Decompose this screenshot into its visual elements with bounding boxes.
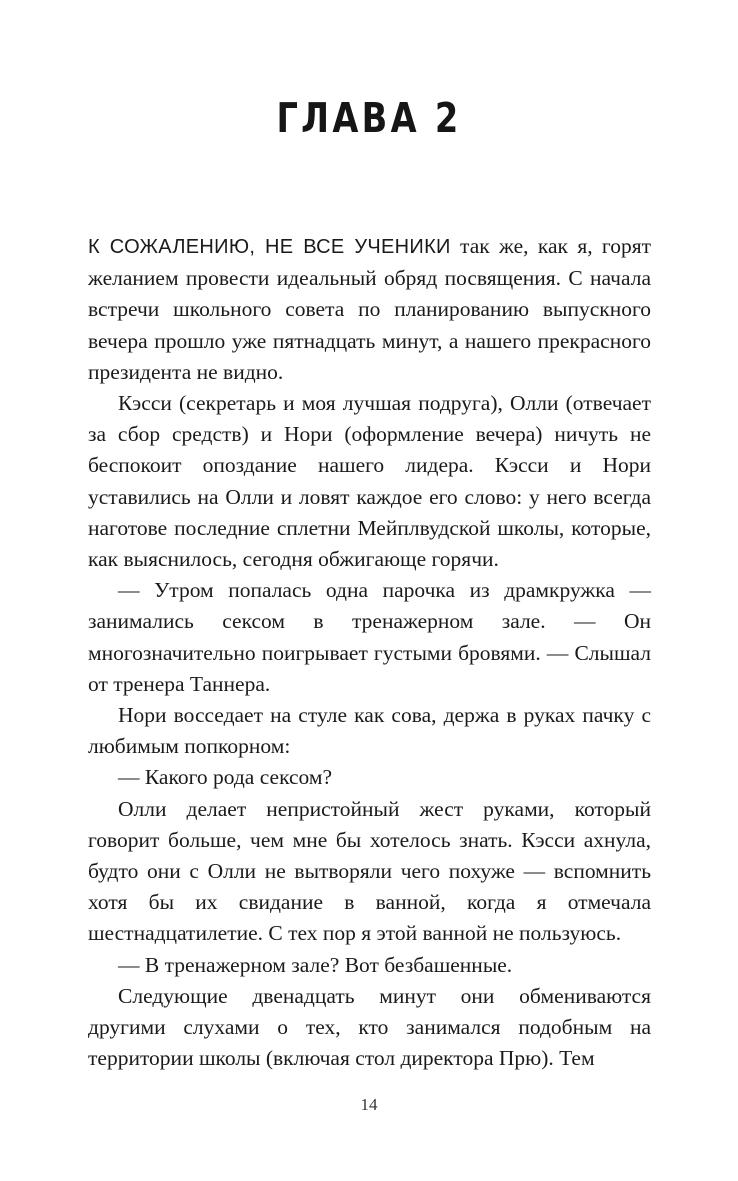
chapter-title: ГЛАВА 2 <box>276 94 462 142</box>
paragraph-1-text: так же, как я, горят желанием провести идеальный обряд посвящения. С начала встречи школьного совета по планированию выпускного вечера прошло уже пятнадцать минут, а нашего прекрасного президента не видно. <box>88 234 651 384</box>
paragraph-3: — Утром попалась одна парочка из драмкружка — занимались сексом в тренажерном зале. — Он многозначительно поигрывает густыми бровями. — Слышал от тренера Таннера. <box>88 578 651 696</box>
lead-in-caps: К СОЖАЛЕНИЮ, НЕ ВСЕ УЧЕНИКИ <box>88 236 451 258</box>
paragraph-7: — В тренажерном зале? Вот безбашенные. <box>118 952 513 977</box>
paragraph-2: Кэсси (секретарь и моя лучшая подруга), Олли (отвечает за сбор средств) и Нори (оформление вечера) ничуть не беспокоит опоздание нашего лидера. Кэсси и Нори уставились на Олли и ловят каждое его слово: у него всегда наготове последние сплетни Мейплвудской школы, которые, как выяснилось, сегодня обжигающе горячи. <box>88 391 651 572</box>
paragraph-8: Следующие двенадцать минут они обмениваются другими слухами о тех, кто занимался подобным на территории школы (включая стол директора Прю). Тем <box>88 983 651 1071</box>
paragraph-1 <box>88 231 651 388</box>
paragraph-6: Олли делает непристойный жест руками, который говорит больше, чем мне бы хотелось знать. Кэсси ахнула, будто они с Олли не вытворяли чего похуже — вспомнить хотя бы их свидание в ванной, когда я отмечала шестнадцатилетие. С тех пор я этой ванной не пользуюсь. <box>88 796 651 946</box>
paragraph-5: — Какого рода сексом? <box>118 765 333 790</box>
paragraph-4: Нори восседает на стуле как сова, держа в руках пачку с любимым попкорном: <box>88 703 651 759</box>
body-text <box>88 231 651 1074</box>
page-number: 14 <box>360 1095 378 1114</box>
